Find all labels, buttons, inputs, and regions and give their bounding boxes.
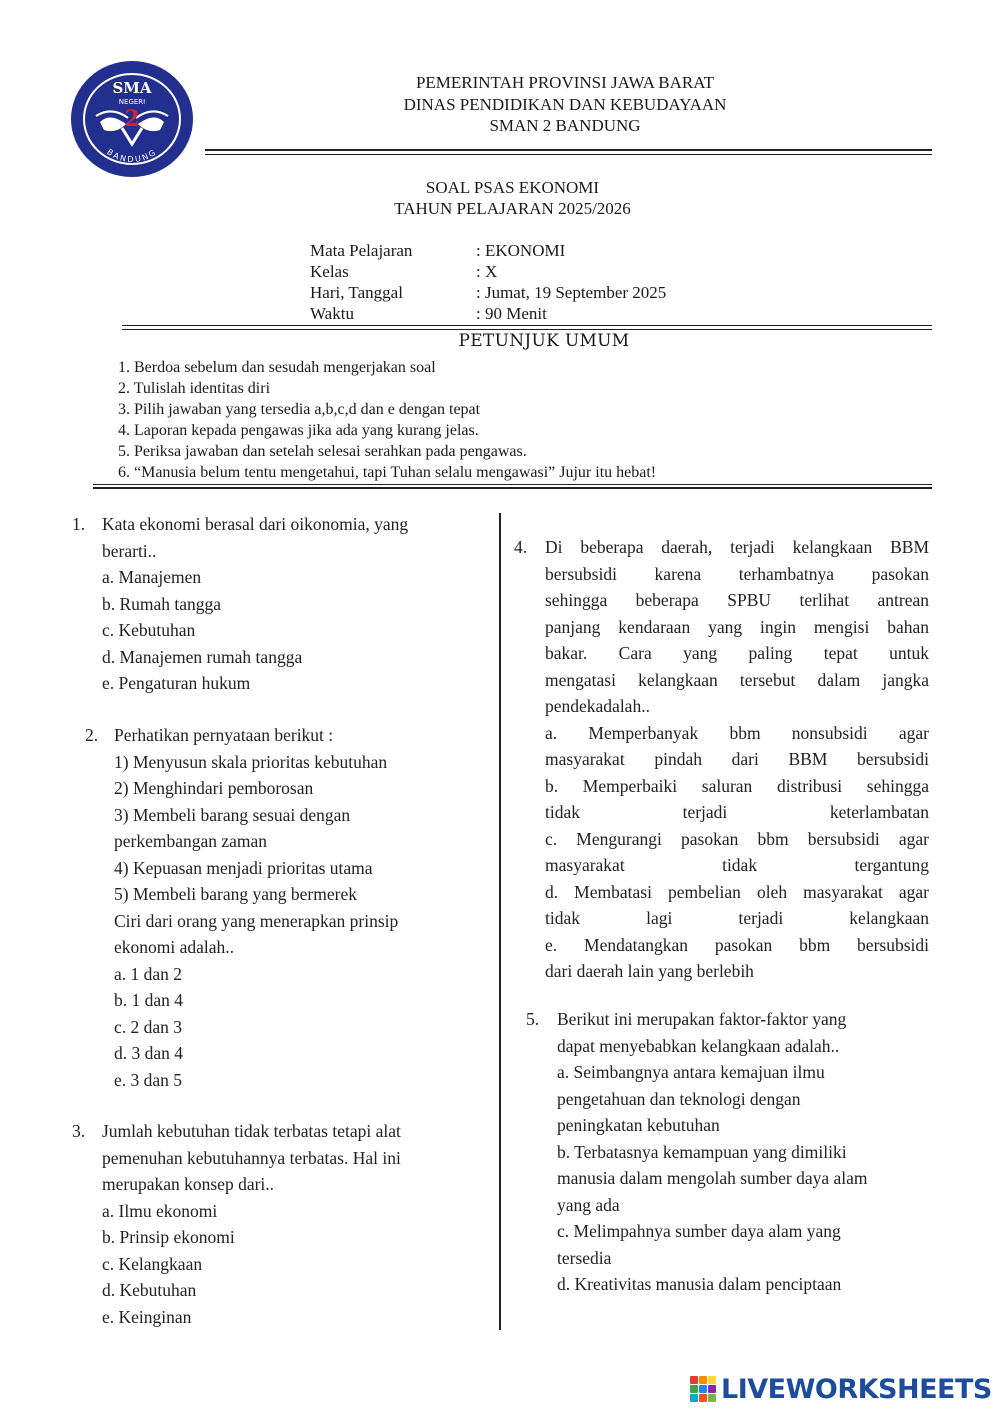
answer-option: d. 3 dan 4 — [114, 1043, 184, 1063]
question-text: dapat menyebabkan kelangkaan adalah.. — [557, 1035, 840, 1056]
exam-title: SOAL PSAS EKONOMI — [425, 178, 600, 197]
instruction-item: 4. Laporan kepada pengawas jika ada yang kurang jelas. — [118, 422, 479, 439]
answer-option: pengetahuan dan teknologi dengan — [557, 1088, 801, 1109]
exam-year: TAHUN PELAJARAN 2025/2026 — [394, 199, 631, 218]
meta-value-date: : Jumat, 19 September 2025 — [476, 283, 667, 302]
question-text: Perhatikan pernyataan berikut : — [114, 725, 334, 745]
answer-option: dari daerah lain yang berlebih — [545, 961, 754, 981]
question-text: bakar. Cara yang paling tepat untuk — [545, 643, 929, 663]
answer-option: a. Manajemen — [102, 567, 202, 587]
question-text: bersubsidi karena terhambatnya pasokan — [545, 563, 929, 584]
question-text: sehingga beberapa SPBU terlihat antrean — [545, 590, 929, 610]
instructions-title: PETUNJUK UMUM — [458, 331, 630, 351]
liveworksheets-grid-icon — [690, 1376, 716, 1402]
question-text: Ciri dari orang yang menerapkan prinsip — [114, 910, 399, 931]
header-rule-bottom — [205, 154, 932, 155]
logo-text-negeri: NEGERI — [118, 98, 146, 106]
question-number: 1. — [72, 514, 86, 534]
meta-label-duration: Waktu — [310, 304, 354, 323]
answer-option: e. Keinginan — [102, 1306, 192, 1327]
answer-option: e. Pengaturan hukum — [102, 673, 251, 693]
question-text: merupakan konsep dari.. — [102, 1174, 275, 1194]
logo-text-sma: SMA — [112, 79, 152, 97]
meta-value-class: : X — [476, 262, 498, 281]
statement-item: 5) Membeli barang yang bermerek — [114, 884, 357, 904]
answer-option: tidak terjadi keterlambatan — [545, 802, 929, 822]
answer-option: peningkatan kebutuhan — [557, 1115, 720, 1135]
liveworksheets-watermark — [690, 1372, 992, 1406]
question-text: Berikut ini merupakan faktor-faktor yang — [557, 1009, 847, 1029]
answer-option: a. 1 dan 2 — [114, 963, 183, 984]
answer-option: manusia dalam mengolah sumber daya alam — [557, 1168, 868, 1188]
meta-label-class: Kelas — [310, 262, 349, 281]
column-divider — [499, 513, 501, 1330]
answer-option: c. Kelangkaan — [102, 1253, 203, 1274]
answer-option: c. 2 dan 3 — [114, 1016, 183, 1037]
instruction-item: 5. Periksa jawaban dan setelah selesai serahkan pada pengawas. — [118, 443, 527, 460]
meta-value-duration: : 90 Menit — [476, 304, 547, 323]
question-text: ekonomi adalah.. — [114, 937, 235, 957]
answer-option: masyarakat pindah dari BBM bersubsidi — [545, 749, 929, 769]
question-number: 5. — [526, 1009, 540, 1029]
answer-option: tersedia — [557, 1247, 612, 1268]
logo-text-bandung: BANDUNG — [105, 147, 159, 165]
statement-item: 3) Membeli barang sesuai dengan — [114, 804, 351, 825]
answer-option: c. Melimpahnya sumber daya alam yang — [557, 1221, 841, 1241]
header-rule-top — [205, 149, 932, 151]
statement-item: 1) Menyusun skala prioritas kebutuhan — [114, 751, 388, 772]
question-number: 3. — [72, 1121, 86, 1141]
answer-option: d. Membatasi pembelian oleh masyarakat agar — [545, 881, 929, 902]
answer-option: e. 3 dan 5 — [114, 1069, 183, 1090]
instructions-rule-top — [93, 484, 932, 485]
answer-option: a. Memperbanyak bbm nonsubsidi agar — [545, 722, 929, 743]
answer-option: d. Kreativitas manusia dalam penciptaan — [557, 1274, 842, 1294]
statement-item: 4) Kepuasan menjadi prioritas utama — [114, 857, 373, 878]
question-text: pendekadalah.. — [545, 696, 650, 716]
logo-numeral: 2 — [124, 106, 140, 132]
question-text: Di beberapa daerah, terjadi kelangkaan BBM — [545, 537, 929, 557]
answer-option: c. Kebutuhan — [102, 620, 196, 640]
meta-label-date: Hari, Tanggal — [310, 283, 403, 302]
meta-value-subject: : EKONOMI — [476, 241, 566, 260]
answer-option: d. Manajemen rumah tangga — [102, 646, 303, 667]
question-text: Jumlah kebutuhan tidak terbatas tetapi alat — [102, 1121, 401, 1141]
answer-option: c. Mengurangi pasokan bbm bersubsidi agar — [545, 828, 929, 849]
question-text: berarti.. — [102, 540, 157, 561]
instructions-rule-bottom — [93, 487, 932, 489]
meta-rule-bottom — [122, 329, 932, 330]
statement-item: 2) Menghindari pemborosan — [114, 778, 314, 798]
liveworksheets-text: LIVEWORKSHEETS — [721, 1373, 992, 1405]
answer-option: b. Terbatasnya kemampuan yang dimiliki — [557, 1141, 847, 1162]
statement-item: perkembangan zaman — [114, 831, 268, 851]
question-text: mengatasi kelangkaan tersebut dalam jangka — [545, 669, 929, 690]
answer-option: b. Rumah tangga — [102, 593, 222, 614]
question-number: 2. — [85, 725, 99, 745]
instruction-item: 6. “Manusia belum tentu mengetahui, tapi Tuhan selalu mengawasi” Jujur itu hebat! — [118, 464, 657, 481]
answer-option: a. Ilmu ekonomi — [102, 1200, 218, 1221]
answer-option: a. Seimbangnya antara kemajuan ilmu — [557, 1062, 825, 1082]
instruction-item: 1. Berdoa sebelum dan sesudah mengerjakan soal — [118, 359, 436, 376]
instruction-item: 3. Pilih jawaban yang tersedia a,b,c,d dan e dengan tepat — [118, 401, 481, 418]
header-line-government: PEMERINTAH PROVINSI JAWA BARAT — [415, 73, 715, 92]
answer-option: b. Prinsip ekonomi — [102, 1227, 235, 1247]
question-text: pemenuhan kebutuhannya terbatas. Hal ini — [102, 1147, 401, 1168]
answer-option: e. Mendatangkan pasokan bbm bersubsidi — [545, 934, 929, 955]
answer-option: d. Kebutuhan — [102, 1280, 197, 1300]
answer-option: tidak lagi terjadi kelangkaan — [545, 908, 929, 928]
answer-option: b. 1 dan 4 — [114, 990, 184, 1010]
header-line-school: SMAN 2 BANDUNG — [489, 116, 641, 135]
school-logo — [70, 60, 194, 178]
answer-option: yang ada — [557, 1194, 620, 1215]
question-text: panjang kendaraan yang ingin mengisi bahan — [545, 616, 929, 637]
answer-option: masyarakat tidak tergantung — [545, 855, 929, 875]
answer-option: b. Memperbaiki saluran distribusi sehingga — [545, 775, 929, 796]
header-line-department: DINAS PENDIDIKAN DAN KEBUDAYAAN — [403, 95, 727, 114]
question-text: Kata ekonomi berasal dari oikonomia, yang — [102, 514, 409, 534]
question-number: 4. — [514, 537, 528, 557]
meta-rule-top — [122, 325, 932, 326]
instruction-item: 2. Tulislah identitas diri — [118, 380, 271, 397]
meta-label-subject: Mata Pelajaran — [310, 241, 413, 260]
